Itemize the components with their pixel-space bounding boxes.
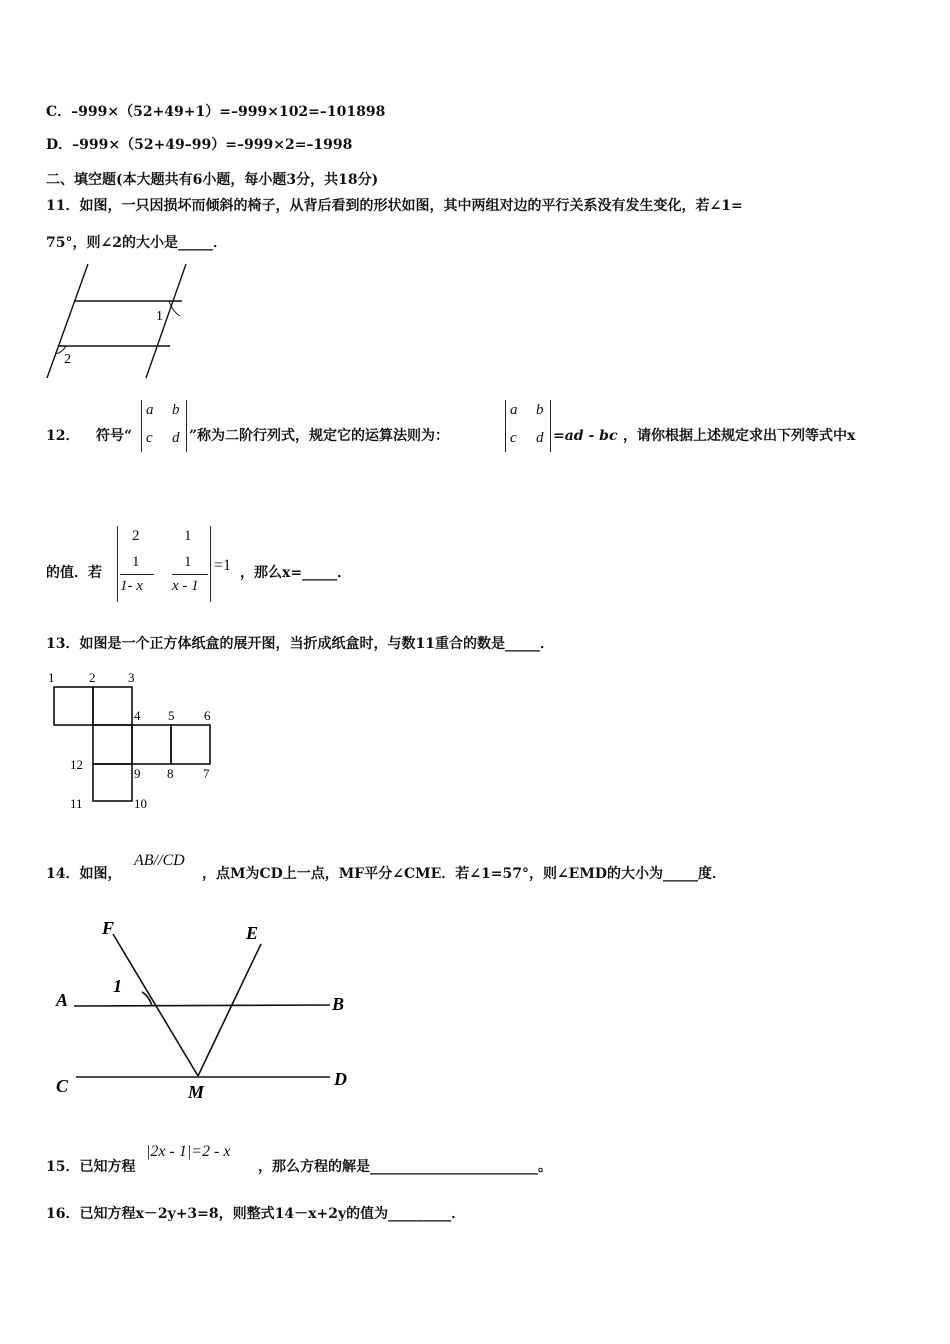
det-c: c bbox=[146, 430, 153, 446]
q12-determinant-symbol bbox=[141, 400, 187, 452]
net-label-11: 11 bbox=[70, 796, 83, 811]
net-square-1 bbox=[54, 687, 93, 725]
net-label-12: 12 bbox=[70, 757, 83, 772]
label-C: C bbox=[56, 1076, 69, 1096]
net-label-1: 1 bbox=[48, 670, 55, 685]
q12-number: 12． bbox=[46, 428, 80, 444]
label-angle-1: 1 bbox=[113, 976, 122, 996]
q15-equation: |2x - 1|=2 - x bbox=[146, 1143, 231, 1160]
det-d: d bbox=[172, 430, 180, 446]
q11-text-line1: 11．如图，一只因损坏而倾斜的椅子，从背后看到的形状如图，其中两组对边的平行关系没有发生变化，若∠1= bbox=[46, 198, 743, 214]
q14-parallel-expression: AB//CD bbox=[134, 852, 185, 869]
det-rule-c: c bbox=[510, 430, 517, 446]
q11-chair-figure bbox=[40, 260, 200, 385]
q11-angle2-label: 2 bbox=[64, 352, 71, 367]
det-b: b bbox=[172, 402, 180, 418]
det-a: a bbox=[146, 402, 154, 418]
q15-post: ，那么方程的解是________________________。 bbox=[258, 1159, 552, 1175]
net-square-6 bbox=[93, 764, 132, 801]
angle-1-arc bbox=[142, 992, 152, 1006]
q11-text-line2: 75°，则∠2的大小是_____． bbox=[46, 235, 227, 251]
eq-frac-left-num: 1 bbox=[132, 554, 140, 570]
net-square-3 bbox=[93, 725, 132, 764]
q12-formula: =ad - bc bbox=[553, 428, 618, 444]
q14-parallel-lines-figure bbox=[48, 912, 368, 1106]
net-label-4: 4 bbox=[134, 708, 141, 723]
net-label-5: 5 bbox=[168, 708, 175, 723]
section-heading: 二、填空题(本大题共有6小题，每小题3分，共18分) bbox=[46, 172, 379, 188]
label-F: F bbox=[102, 918, 115, 938]
q12-eq-result: =1 bbox=[214, 557, 232, 574]
label-M: M bbox=[188, 1082, 205, 1102]
option-c: C．–999×（52+49+1）=–999×102=–101898 bbox=[46, 104, 386, 120]
q12-pre: 符号“ bbox=[96, 428, 133, 444]
option-d: D．–999×（52+49–99）=–999×2=–1998 bbox=[46, 137, 353, 153]
q13-cube-net-figure bbox=[44, 668, 224, 816]
net-square-2 bbox=[93, 687, 132, 725]
q13-text: 13．如图是一个正方体纸盒的展开图，当折成纸盒时，与数11重合的数是_____． bbox=[46, 636, 554, 652]
net-label-6: 6 bbox=[204, 708, 211, 723]
q14-post: ，点M为CD上一点，MF平分∠CME．若∠1=57°，则∠EMD的大小为_____度． bbox=[202, 866, 726, 882]
label-E: E bbox=[246, 923, 259, 943]
net-label-10: 10 bbox=[134, 796, 147, 811]
label-A: A bbox=[56, 990, 69, 1010]
eq-frac-right-bar bbox=[172, 574, 208, 575]
q12-equation-determinant bbox=[117, 526, 211, 602]
eq-frac-left-bar bbox=[120, 574, 154, 575]
eq-frac-left-den: 1- x bbox=[120, 578, 143, 594]
net-label-7: 7 bbox=[203, 766, 210, 781]
q12-line2-pre: 的值．若 bbox=[46, 565, 102, 581]
q12-determinant-rule bbox=[505, 400, 551, 452]
net-square-4 bbox=[132, 725, 171, 764]
line-ab bbox=[74, 1005, 330, 1006]
label-B: B bbox=[332, 994, 345, 1014]
eq-frac-right-den: x - 1 bbox=[172, 578, 199, 594]
q12-post: ，请你根据上述规定求出下列等式中x bbox=[623, 428, 856, 444]
q11-angle1-label: 1 bbox=[156, 309, 163, 324]
q14-pre: 14．如图， bbox=[46, 866, 122, 882]
q12-mid: ”称为二阶行列式，规定它的运算法则为： bbox=[189, 428, 450, 444]
net-label-3: 3 bbox=[128, 670, 135, 685]
q11-right-leg bbox=[146, 264, 186, 378]
q12-line2-post: ，那么x=_____． bbox=[240, 565, 352, 581]
q15-pre: 15．已知方程 bbox=[46, 1159, 136, 1175]
det-rule-d: d bbox=[536, 430, 544, 446]
q16-text: 16．已知方程x－2y+3=8，则整式14－x+2y的值为_________． bbox=[46, 1206, 466, 1222]
eq-top-left: 2 bbox=[132, 528, 140, 544]
label-D: D bbox=[334, 1069, 347, 1089]
eq-top-right: 1 bbox=[184, 528, 192, 544]
net-label-9: 9 bbox=[134, 766, 141, 781]
net-square-5 bbox=[171, 725, 210, 764]
eq-frac-right-num: 1 bbox=[184, 554, 192, 570]
det-rule-b: b bbox=[536, 402, 544, 418]
net-label-2: 2 bbox=[89, 670, 96, 685]
ray-me bbox=[198, 944, 261, 1076]
net-label-8: 8 bbox=[167, 766, 174, 781]
det-rule-a: a bbox=[510, 402, 518, 418]
